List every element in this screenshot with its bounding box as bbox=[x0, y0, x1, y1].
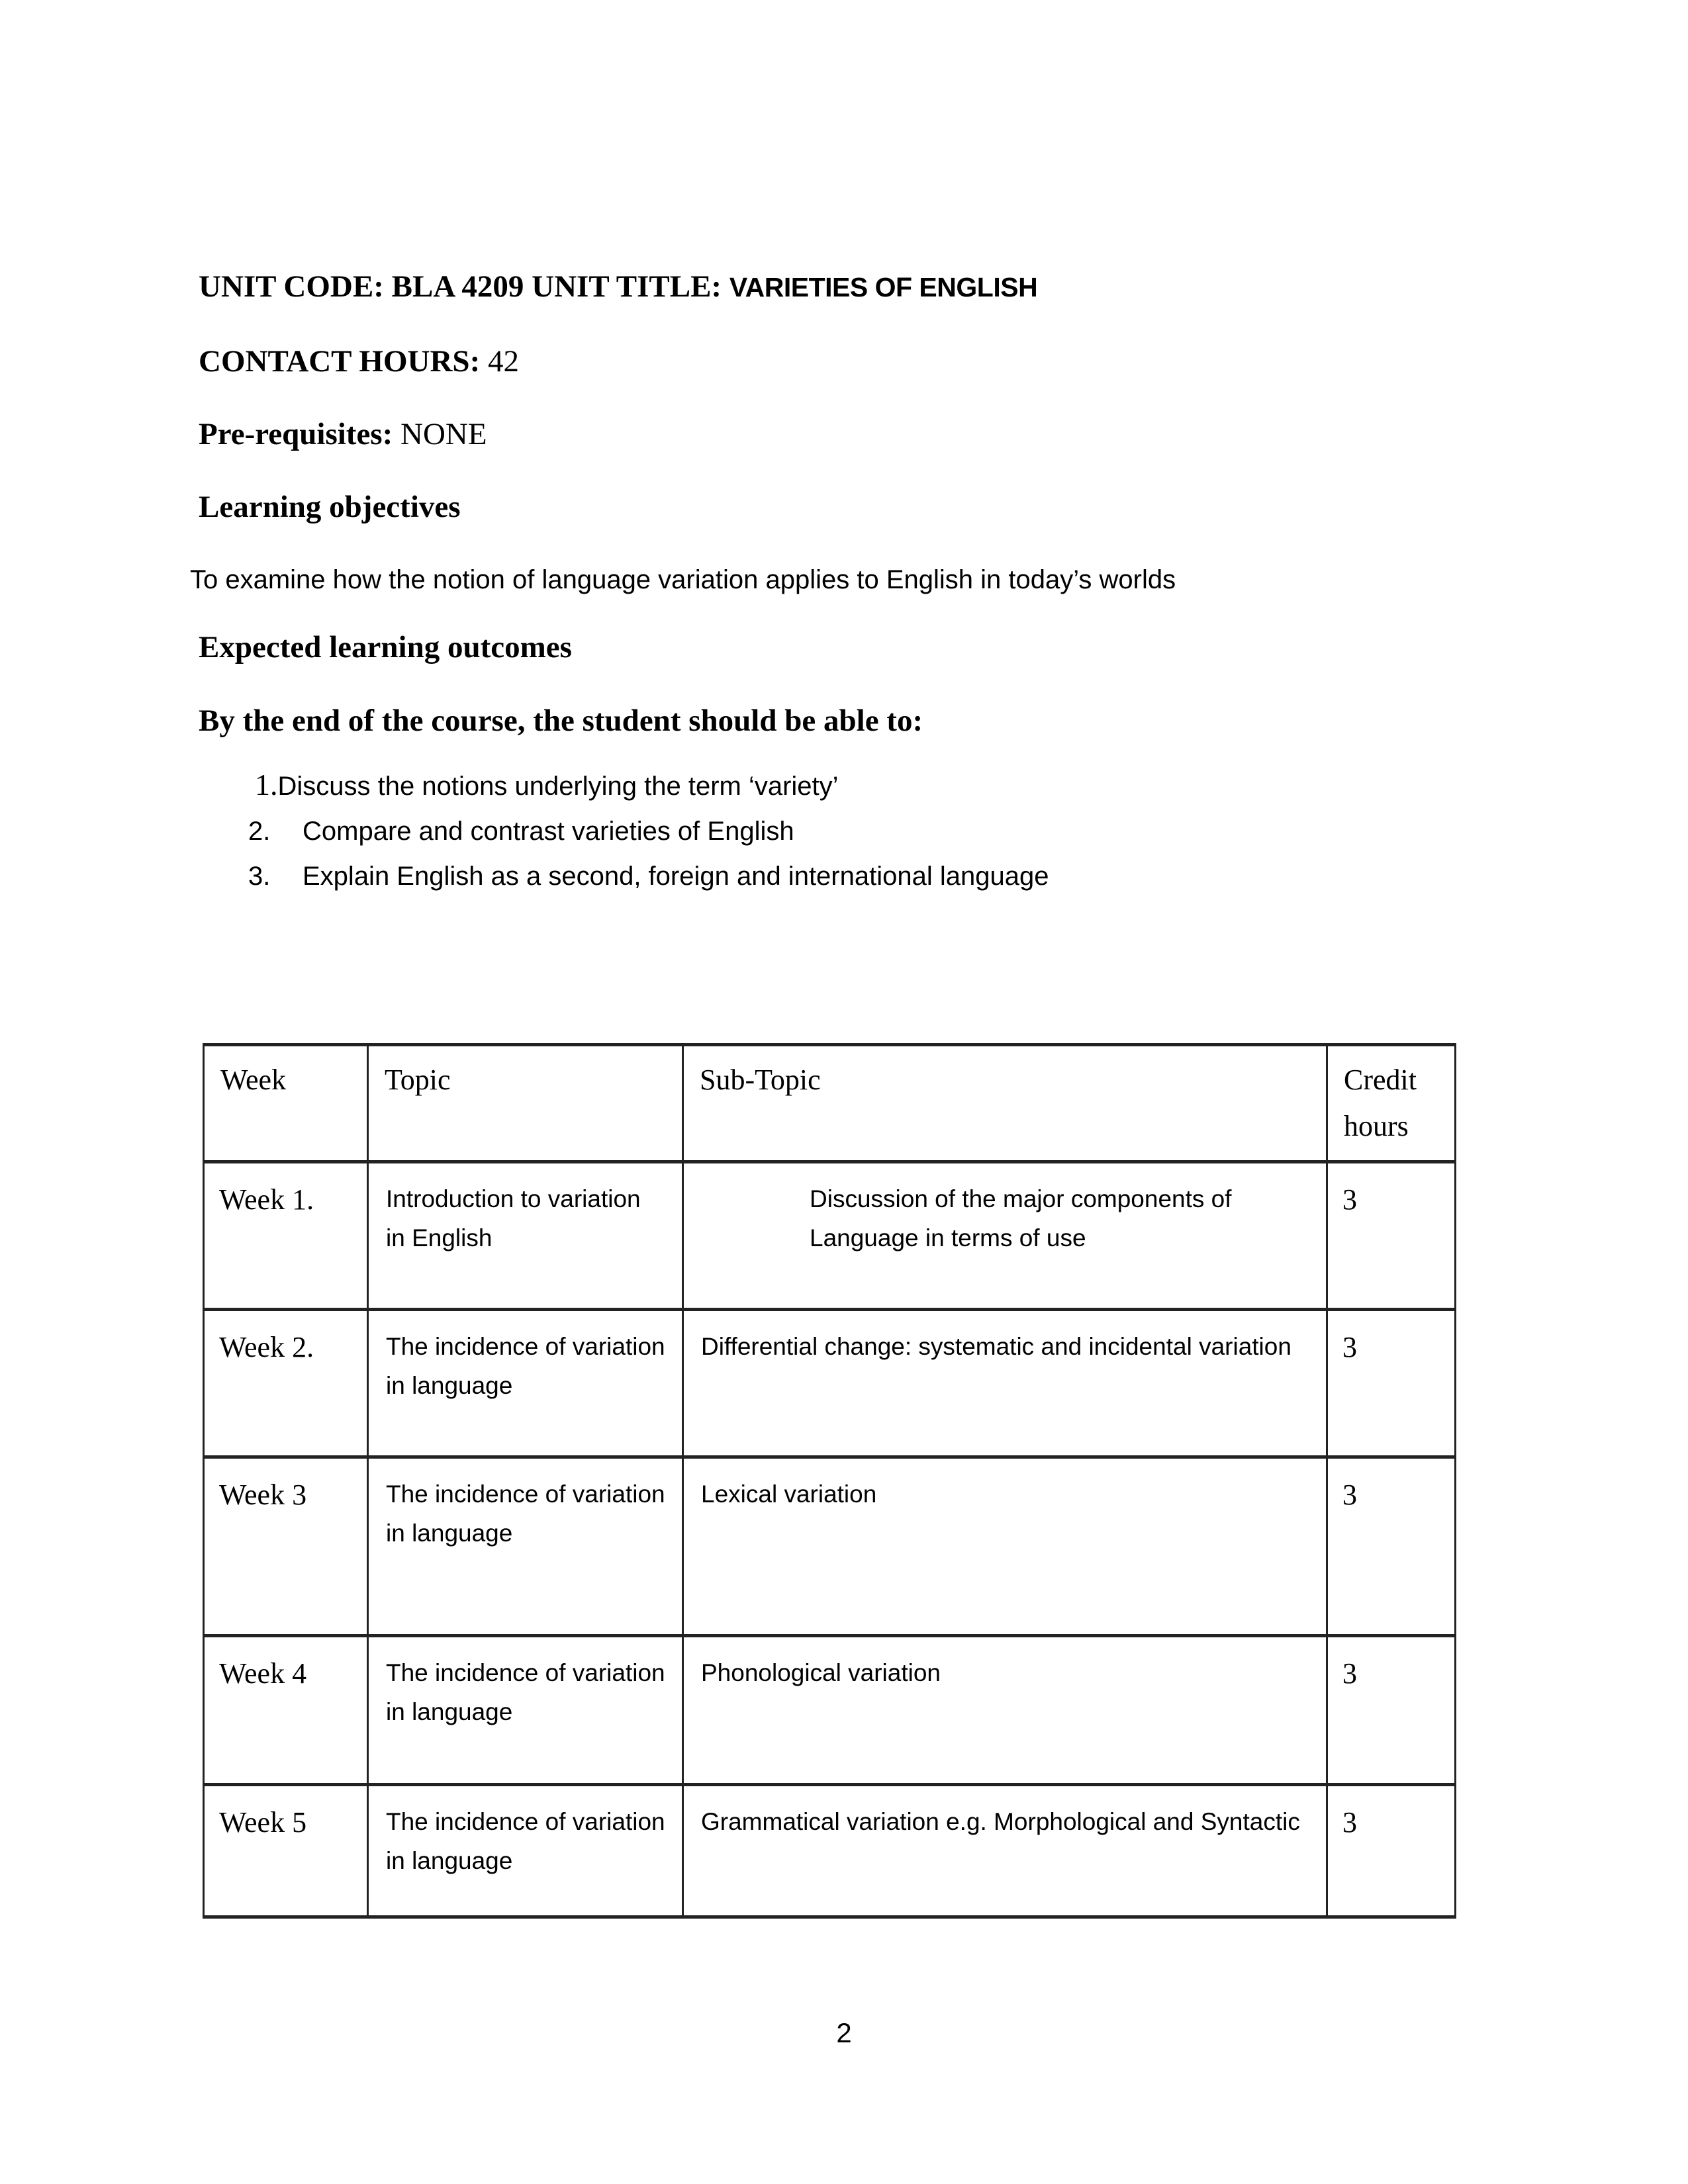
prerequisites-value: NONE bbox=[400, 417, 487, 451]
list-item bbox=[248, 858, 1049, 895]
table-row bbox=[204, 1310, 1456, 1457]
unit-title-line bbox=[199, 268, 1037, 306]
course-schedule-header bbox=[204, 1045, 1456, 1162]
expected-outcomes-heading: Expected learning outcomes bbox=[199, 630, 572, 664]
page-number: 2 bbox=[836, 2017, 852, 2048]
table-row bbox=[204, 1457, 1456, 1636]
list-item-marker: 1. bbox=[255, 768, 278, 801]
topic-cell: The incidence of variation in language bbox=[368, 1636, 683, 1785]
list-item-marker: 2. bbox=[248, 817, 271, 846]
learning-objectives-text: To examine how the notion of language variation applies to English in today’s worlds bbox=[190, 565, 1176, 594]
subtopic-cell: Grammatical variation e.g. Morphological and Syntactic bbox=[683, 1785, 1327, 1917]
list-item-text: Discuss the notions underlying the term ‘variety’ bbox=[277, 772, 839, 801]
topic-cell: The incidence of variation in language bbox=[368, 1310, 683, 1457]
list-item bbox=[255, 766, 1049, 805]
credit-hours-cell: 3 bbox=[1327, 1457, 1456, 1636]
credit-hours-cell: 3 bbox=[1327, 1310, 1456, 1457]
header-subtopic: Sub-Topic bbox=[683, 1045, 1327, 1162]
subtopic-cell: Discussion of the major components of Language in terms of use bbox=[683, 1162, 1327, 1310]
outcomes-intro: By the end of the course, the student should be able to: bbox=[199, 704, 923, 738]
list-item-marker: 3. bbox=[248, 862, 271, 891]
contact-hours-label: CONTACT HOURS: bbox=[199, 344, 481, 379]
subtopic-cell: Lexical variation bbox=[683, 1457, 1327, 1636]
course-schedule-body bbox=[204, 1162, 1456, 1917]
header-week: Week bbox=[204, 1045, 368, 1162]
week-cell: Week 1. bbox=[204, 1162, 368, 1310]
prerequisites-line bbox=[199, 416, 487, 453]
contact-hours-value: 42 bbox=[487, 344, 519, 379]
list-item-text: Explain English as a second, foreign and international language bbox=[303, 862, 1049, 891]
week-cell: Week 3 bbox=[204, 1457, 368, 1636]
topic-cell: The incidence of variation in language bbox=[368, 1457, 683, 1636]
credit-hours-cell: 3 bbox=[1327, 1785, 1456, 1917]
prerequisites-label: Pre-requisites: bbox=[199, 417, 393, 451]
credit-hours-cell: 3 bbox=[1327, 1636, 1456, 1785]
topic-cell: The incidence of variation in language bbox=[368, 1785, 683, 1917]
learning-objectives-heading: Learning objectives bbox=[199, 490, 461, 524]
credit-hours-cell: 3 bbox=[1327, 1162, 1456, 1310]
list-item bbox=[248, 813, 1049, 850]
outcomes-list bbox=[248, 766, 1049, 903]
week-cell: Week 2. bbox=[204, 1310, 368, 1457]
week-cell: Week 4 bbox=[204, 1636, 368, 1785]
unit-code-and-title-label: UNIT CODE: BLA 4209 UNIT TITLE: bbox=[199, 269, 722, 304]
table-row bbox=[204, 1636, 1456, 1785]
table-row bbox=[204, 1162, 1456, 1310]
topic-cell: Introduction to variation in English bbox=[368, 1162, 683, 1310]
table-row bbox=[204, 1785, 1456, 1917]
header-topic: Topic bbox=[368, 1045, 683, 1162]
list-item-text: Compare and contrast varieties of English bbox=[303, 817, 794, 846]
week-cell: Week 5 bbox=[204, 1785, 368, 1917]
subtopic-cell: Phonological variation bbox=[683, 1636, 1327, 1785]
unit-title-value: VARIETIES OF ENGLISH bbox=[729, 272, 1038, 302]
subtopic-cell: Differential change: systematic and incidental variation bbox=[683, 1310, 1327, 1457]
course-schedule-table bbox=[203, 1043, 1456, 1919]
header-credit-hours: Credit hours bbox=[1327, 1045, 1456, 1162]
contact-hours-line bbox=[199, 343, 519, 380]
header-row bbox=[204, 1045, 1456, 1162]
